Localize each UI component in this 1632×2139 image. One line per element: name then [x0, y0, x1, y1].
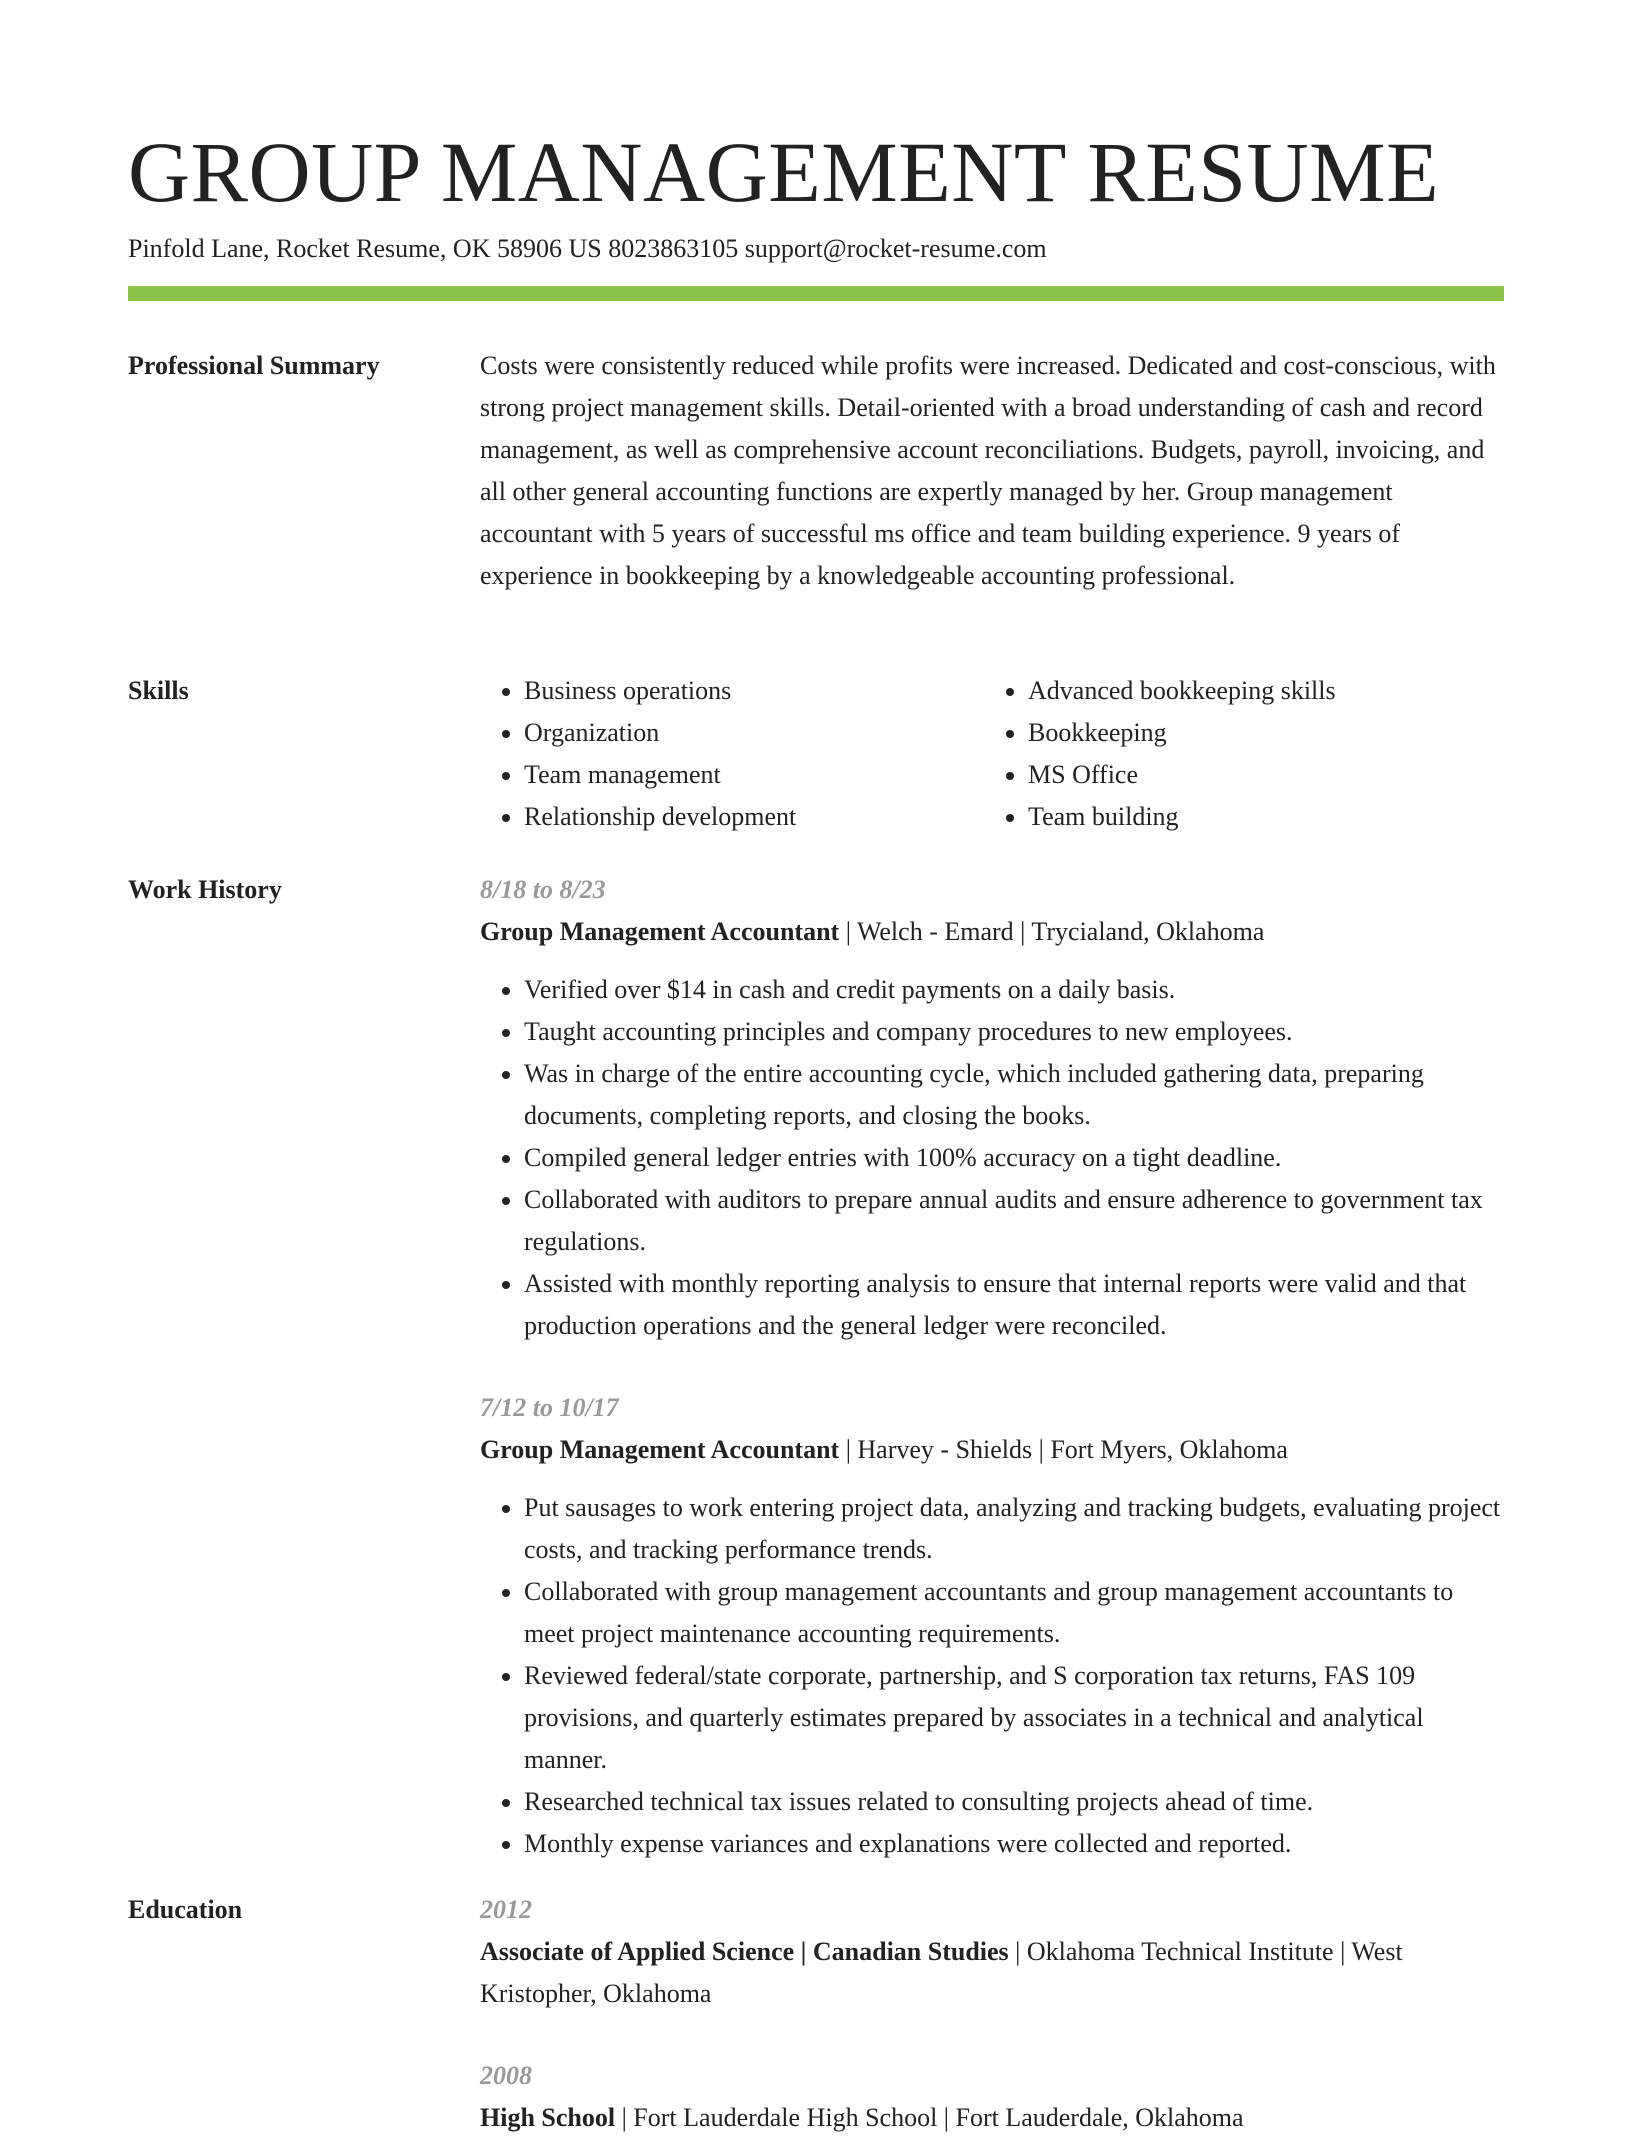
section-label-work-history: Work History — [128, 875, 282, 904]
skill-item: • Advanced bookkeeping skills — [1028, 670, 1488, 712]
skill-item: • Team management — [524, 754, 984, 796]
skill-item: • Relationship development — [524, 796, 984, 838]
job-details: | Harvey - Shields | Fort Myers, Oklahoma — [839, 1435, 1288, 1464]
job-bullet: • Put sausages to work entering project data, analyzing and tracking budgets, evaluating project costs, and tracking performance trends. — [524, 1487, 1504, 1571]
skill-item: • Organization — [524, 712, 984, 754]
job-bullet: • Collaborated with auditors to prepare annual audits and ensure adherence to government tax regulations. — [524, 1179, 1504, 1263]
job-bullet: • Verified over $14 in cash and credit payments on a daily basis. — [524, 969, 1504, 1011]
education-degree: High School — [480, 2103, 616, 2132]
job-bullet: • Monthly expense variances and explanations were collected and reported. — [524, 1823, 1504, 1865]
education-details: | Oklahoma Technical Institute | West Kristopher, Oklahoma — [480, 1937, 1403, 2008]
job-entry — [480, 1387, 1504, 1865]
education-year: 2012 — [480, 1895, 532, 1924]
education-line — [480, 2097, 1504, 2139]
skills-column-1 — [480, 670, 984, 838]
job-bullet: • Assisted with monthly reporting analysis to ensure that internal reports were valid and that production operations and the general ledger were reconciled. — [524, 1263, 1504, 1347]
skills-body — [480, 670, 1504, 838]
skills-column-2 — [984, 670, 1488, 838]
job-title: Group Management Accountant — [480, 917, 840, 946]
job-bullets — [480, 969, 1504, 1347]
job-role-line — [480, 1429, 1504, 1471]
skill-item: • Business operations — [524, 670, 984, 712]
section-label-summary: Professional Summary — [128, 351, 380, 380]
job-details: | Welch - Emard | Trycialand, Oklahoma — [839, 917, 1265, 946]
job-bullet: • Taught accounting principles and company procedures to new employees. — [524, 1011, 1504, 1053]
education-line — [480, 1931, 1504, 2015]
skill-item: • Bookkeeping — [1028, 712, 1488, 754]
section-label-skills: Skills — [128, 676, 189, 705]
section-label-education: Education — [128, 1895, 243, 1924]
job-bullet: • Researched technical tax issues related to consulting projects ahead of time. — [524, 1781, 1504, 1823]
job-bullet: • Reviewed federal/state corporate, partnership, and S corporation tax returns, FAS 109 provisions, and quarterly estimates prepared by associates in a technical and analytical manner. — [524, 1655, 1504, 1781]
skill-item: • MS Office — [1028, 754, 1488, 796]
job-bullet: • Collaborated with group management accountants and group management accountants to meet project maintenance accounting requirements. — [524, 1571, 1504, 1655]
education-body — [480, 1889, 1504, 2139]
education-entry — [480, 2055, 1504, 2139]
header-divider — [128, 286, 1504, 301]
work-history-body — [480, 869, 1504, 1865]
skill-item: • Team building — [1028, 796, 1488, 838]
job-bullet: • Compiled general ledger entries with 100% accuracy on a tight deadline. — [524, 1137, 1504, 1179]
contact-line: Pinfold Lane, Rocket Resume, OK 58906 US 8023863105 support@rocket-resume.com — [128, 234, 1047, 263]
resume-title: GROUP MANAGEMENT RESUME — [128, 124, 1440, 220]
education-degree: Associate of Applied Science | Canadian Studies — [480, 1937, 1009, 1966]
job-role-line — [480, 911, 1504, 953]
job-dates: 7/12 to 10/17 — [480, 1393, 619, 1422]
summary-body — [480, 345, 1504, 597]
education-entry — [480, 1889, 1504, 2015]
job-bullet: • Was in charge of the entire accounting cycle, which included gathering data, preparing documents, completing reports, and closing the books. — [524, 1053, 1504, 1137]
education-year: 2008 — [480, 2061, 532, 2090]
job-title: Group Management Accountant — [480, 1435, 840, 1464]
job-dates: 8/18 to 8/23 — [480, 875, 606, 904]
summary-text: Costs were consistently reduced while profits were increased. Dedicated and cost-conscious, with strong project management skills. Detail-oriented with a broad understanding of cash and record management, as well as comprehensive account reconciliations. Budgets, payroll, invoicing, and all other general accounting functions are expertly managed by her. Group management accountant with 5 years of successful ms office and team building experience. 9 years of experience in bookkeeping by a knowledgeable accounting professional. — [480, 351, 1496, 590]
education-details: | Fort Lauderdale High School | Fort Lauderdale, Oklahoma — [615, 2103, 1244, 2132]
job-entry — [480, 869, 1504, 1347]
job-bullets — [480, 1487, 1504, 1865]
